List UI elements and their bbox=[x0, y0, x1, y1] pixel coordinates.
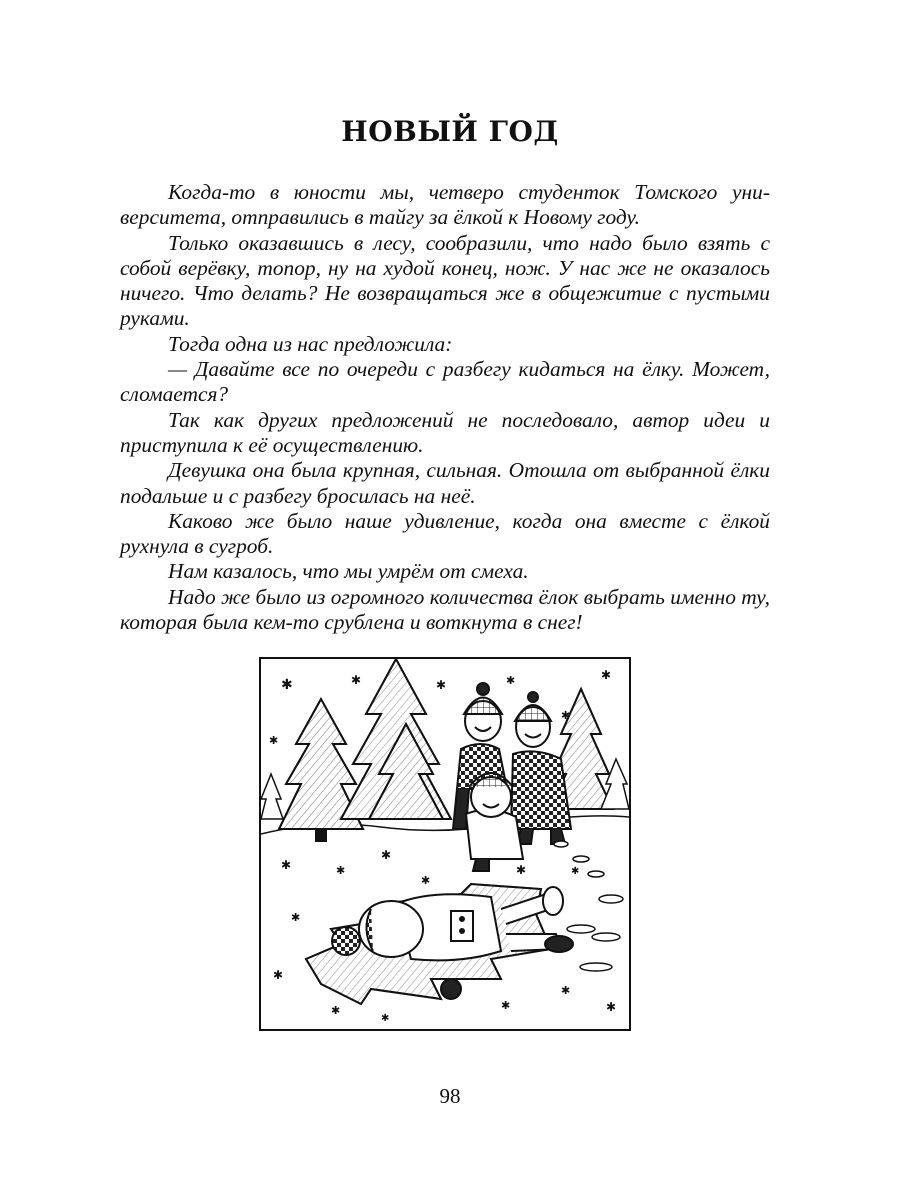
svg-text:✱: ✱ bbox=[606, 1000, 617, 1014]
paragraph: Так как других предложений не последовало, автор идеи и приступила к её осуществлению. bbox=[120, 407, 770, 457]
svg-text:✱: ✱ bbox=[436, 678, 447, 692]
svg-text:✱: ✱ bbox=[336, 864, 346, 877]
svg-text:✱: ✱ bbox=[351, 673, 362, 687]
paragraph: Тогда одна из нас предложила: bbox=[168, 331, 453, 356]
svg-text:✱: ✱ bbox=[501, 999, 511, 1012]
page-number: 98 bbox=[439, 1084, 461, 1108]
svg-text:✱: ✱ bbox=[331, 1004, 341, 1017]
svg-text:✱: ✱ bbox=[381, 1013, 390, 1024]
chapter-title: НОВЫЙ ГОД bbox=[341, 115, 559, 148]
tree-far-left bbox=[261, 774, 283, 819]
paragraph: Когда-то в юности мы, четверо студенток Томского университета, отправились в тайгу за ёлкой к Новому году. bbox=[120, 180, 770, 230]
paragraph: Девушка она была крупная, сильная. Отошла от выбранной ёлки подальше и с разбегу бросилась на неё. bbox=[120, 458, 770, 508]
paragraph: Только оказавшись в лесу, сообразили, что надо было взять с собой верёвку, топор, ну на худой конец, нож. У нас же не оказалось ничего. Что делать? Не возвращаться же в общежитие с пустыми руками. bbox=[120, 230, 770, 331]
paragraph: Каково же было наше удивление, когда она вместе с ёлкой рухнула в сугроб. bbox=[120, 508, 770, 559]
svg-text:✱: ✱ bbox=[516, 863, 527, 877]
winter-forest-illustration bbox=[259, 657, 631, 1031]
illustration-drawing bbox=[261, 659, 629, 1029]
svg-text:✱: ✱ bbox=[273, 968, 284, 982]
svg-text:✱: ✱ bbox=[281, 677, 293, 693]
svg-text:✱: ✱ bbox=[381, 848, 392, 862]
paragraph: Надо же было из огромного количества ёлок выбрать именно ту, которая была кем-то срублена и воткнута в снег! bbox=[120, 584, 770, 635]
svg-text:✱: ✱ bbox=[269, 734, 279, 747]
paragraph: — Давайте все по очереди с разбегу кидаться на ёлку. Может, сломается? bbox=[120, 357, 770, 407]
svg-text:✱: ✱ bbox=[561, 709, 571, 722]
svg-text:✱: ✱ bbox=[421, 874, 431, 887]
svg-text:✱: ✱ bbox=[571, 866, 580, 877]
svg-text:✱: ✱ bbox=[506, 674, 516, 687]
svg-text:✱: ✱ bbox=[281, 858, 292, 872]
svg-text:✱: ✱ bbox=[291, 911, 301, 924]
svg-text:✱: ✱ bbox=[601, 668, 612, 682]
story-text bbox=[120, 180, 770, 635]
paragraph: Нам казалось, что мы умрём от смеха. bbox=[168, 559, 529, 584]
svg-text:✱: ✱ bbox=[561, 984, 571, 997]
